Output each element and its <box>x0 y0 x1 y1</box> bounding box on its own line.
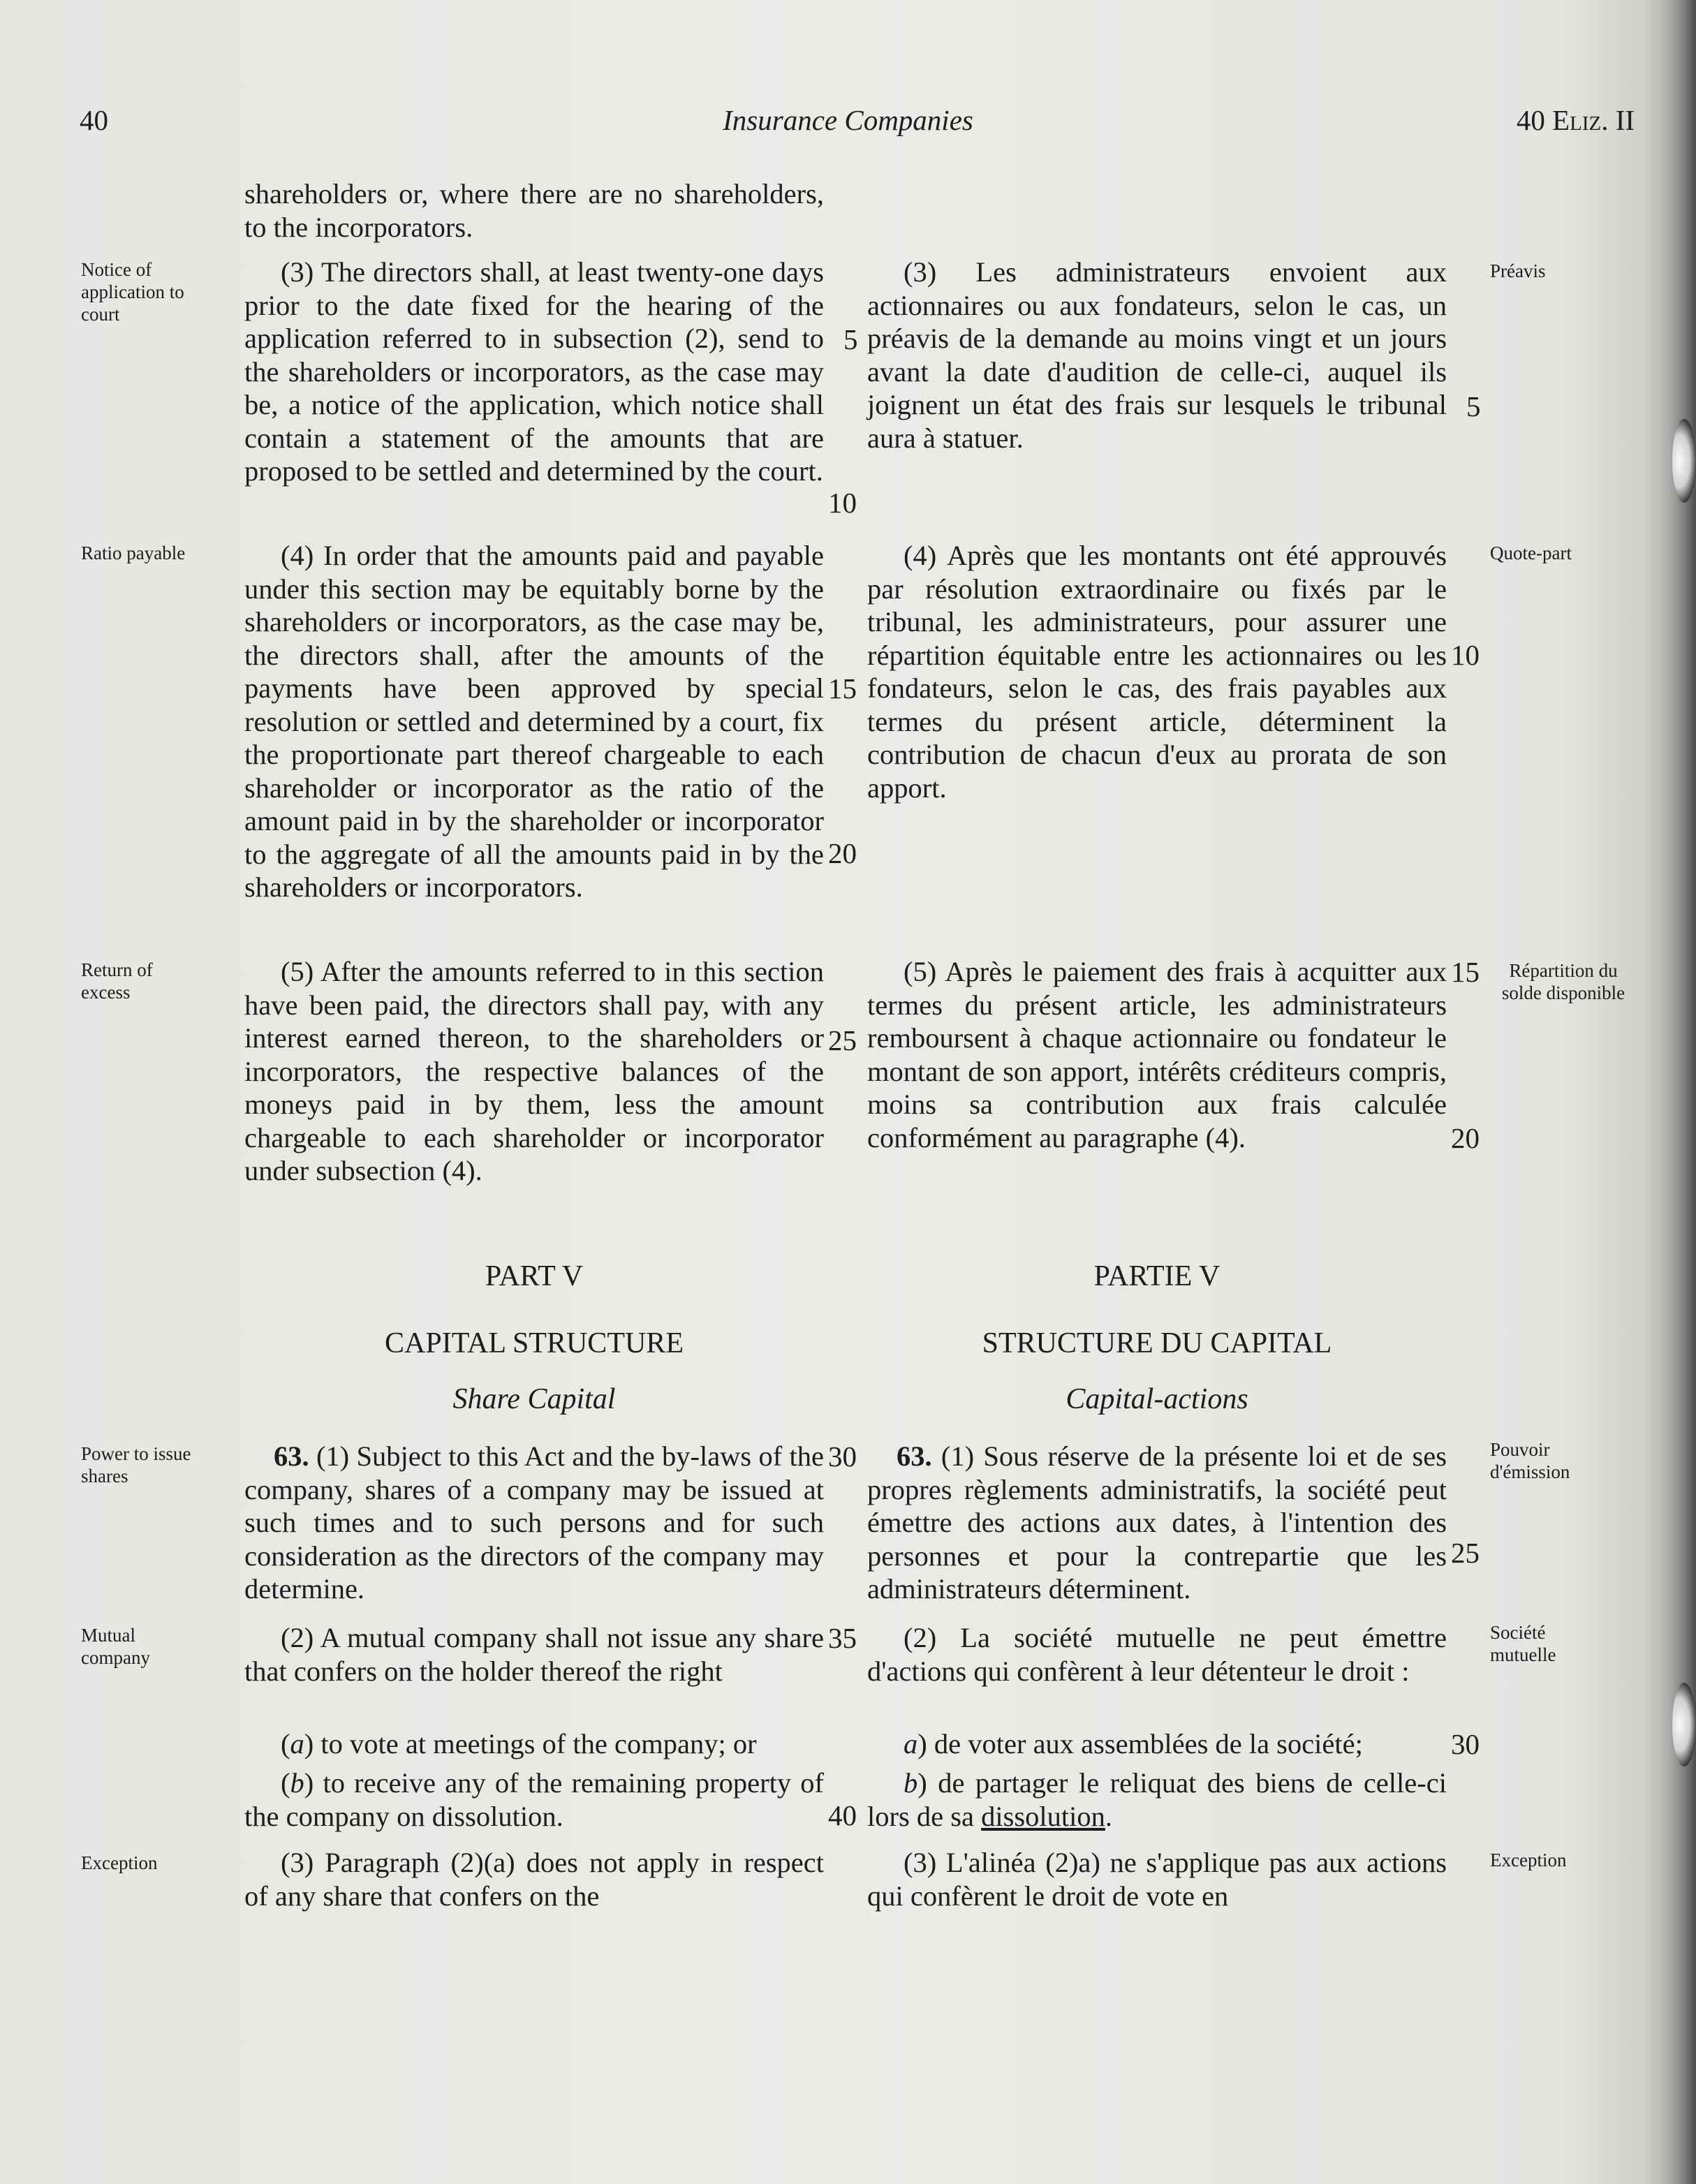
margin-note-quote-part: Quote-part <box>1490 543 1572 563</box>
section-text: (1) Sous réserve de la présente loi et de ses propres règlements administratifs, la société peut émettre des actions aux dates, à l'intention des personnes et pour la contrepartie que les administrateurs déterminent. <box>867 1440 1447 1604</box>
para-label: b <box>290 1767 304 1799</box>
para-text: de voter aux assemblées de la société; <box>934 1728 1363 1759</box>
binder-hole <box>1672 419 1696 503</box>
fr-part-title: STRUCTURE DU CAPITAL <box>982 1327 1332 1359</box>
fr-subsection-3: (3) Les administrateurs envoient aux actionnaires ou aux fondateurs, selon le cas, un préavis de la demande au moins vingt et un jours avant la date d'audition de celle-ci, auquel ils joignent un état des frais sur lesquels le tribunal aura à statuer. <box>867 256 1447 454</box>
margin-note-pouvoir: Pouvoir d'émission <box>1490 1439 1570 1482</box>
en-paragraph-a: (a) to vote at meetings of the company; or <box>281 1728 757 1759</box>
en-section-63-2: (2) A mutual company shall not issue any share that confers on the holder thereof the right <box>244 1622 824 1687</box>
en-section-63-1 <box>244 1440 824 1606</box>
line-number: 25 <box>1451 1537 1480 1569</box>
underlined-word: dissolution <box>981 1800 1105 1832</box>
line-number: 15 <box>1451 956 1480 988</box>
fr-subsection-4: (4) Après que les montants ont été approuvés par résolution extraordinaire ou fixés par le tribunal, les administrateurs, pour assurer une répartition équitable entre les actionnaires ou les fondateurs, selon le cas, des frais payables aux termes du présent article, déterminent la contribution de chacun d'eux au prorata de son apport. <box>867 540 1447 804</box>
line-number: 10 <box>1451 639 1480 671</box>
para-text: . <box>1105 1800 1112 1832</box>
margin-note-mutual: Mutual company <box>81 1625 150 1668</box>
en-subsection-4: (4) In order that the amounts paid and payable under this section may be equitably borne by the shareholders or incorporators, as the case may be, the directors shall, after the amounts of the payments have been approved by special resolution or settled and determined by a court, fix the proportionate part thereof chargeable to each shareholder or incorporator as the ratio of the amount paid in by the shareholder or incorporator to the aggregate of all the amounts paid in by the shareholders or incorporators. <box>244 540 824 903</box>
para-label: a <box>290 1728 304 1759</box>
en-paragraph-b: (b) to receive any of the remaining property of the company on dissolution. <box>244 1767 824 1832</box>
line-number: 10 <box>828 487 857 519</box>
line-number: 25 <box>828 1024 857 1056</box>
line-number: 5 <box>1466 390 1481 422</box>
margin-note-ratio: Ratio payable <box>81 543 186 563</box>
line-number: 35 <box>828 1622 857 1654</box>
en-subsection-5: (5) After the amounts referred to in this section have been paid, the directors shall pay, with any interest earned thereon, to the shareholders or incorporators, the respective balances of the moneys paid in by them, less the amount chargeable to each shareholder or incorporator under subsection (4). <box>244 956 824 1186</box>
margin-note-return: Return of excess <box>81 959 153 1003</box>
en-part-heading: PART V <box>485 1260 584 1292</box>
fr-subheading: Capital-actions <box>1065 1383 1248 1415</box>
margin-note-notice: Notice of application to court <box>81 259 184 325</box>
para-label: a <box>904 1728 918 1759</box>
para-text: to receive any of the remaining property of the company on dissolution. <box>244 1767 824 1832</box>
en-continuation: shareholders or, where there are no shareholders, to the incorporators. <box>244 178 824 243</box>
margin-note-exception-fr: Exception <box>1490 1850 1567 1871</box>
page-number: 40 <box>80 104 108 136</box>
en-subheading: Share Capital <box>452 1383 616 1415</box>
para-label: b <box>904 1767 918 1799</box>
page-edge-shadow <box>1668 0 1696 2184</box>
margin-note-power: Power to issue shares <box>81 1443 191 1486</box>
margin-note-repartition: Répartition du solde disponible <box>1501 960 1625 1003</box>
para-text: to vote at meetings of the company; or <box>320 1728 757 1759</box>
fr-paragraph-b: b) de partager le reliquat des biens de celle-ci lors de sa dissolution. <box>867 1767 1447 1832</box>
margin-note-exception: Exception <box>81 1852 158 1873</box>
regnal-year: 40 Eliz. II <box>1516 104 1635 136</box>
fr-paragraph-a: a) de voter aux assemblées de la société; <box>904 1728 1363 1759</box>
en-part-title: CAPITAL STRUCTURE <box>385 1327 684 1359</box>
line-number: 40 <box>828 1799 857 1831</box>
line-number: 20 <box>828 837 857 869</box>
fr-section-63-3: (3) L'alinéa (2)a) ne s'applique pas aux actions qui confèrent le droit de vote en <box>867 1847 1447 1912</box>
line-number: 5 <box>843 323 858 355</box>
fr-section-63-2: (2) La société mutuelle ne peut émettre d'actions qui confèrent à leur détenteur le droit : <box>867 1622 1447 1687</box>
line-number: 20 <box>1451 1122 1480 1154</box>
para-text: de partager le reliquat des biens de celle-ci lors de sa <box>867 1767 1447 1832</box>
binder-hole <box>1672 1683 1696 1766</box>
fr-part-heading: PARTIE V <box>1093 1260 1221 1292</box>
en-subsection-3: (3) The directors shall, at least twenty-one days prior to the date fixed for the hearing of the application referred to in subsection (2), send to the shareholders or incorporators, as the case may be, a notice of the application, which notice shall contain a statement of the amounts that are proposed to be settled and determined by the court. <box>244 256 824 487</box>
line-number: 30 <box>1451 1728 1480 1760</box>
margin-note-preavis: Préavis <box>1490 260 1546 281</box>
fr-section-63-1 <box>867 1440 1447 1606</box>
section-number: 63. <box>897 1440 932 1472</box>
section-text: (1) Subject to this Act and the by-laws of the company, shares of a company may be issued at such times and to such persons and for such consideration as the directors of the company may determine. <box>244 1440 825 1604</box>
section-number: 63. <box>274 1440 309 1472</box>
margin-note-societe: Société mutuelle <box>1490 1622 1556 1665</box>
fr-subsection-5: (5) Après le paiement des frais à acquitter aux termes du présent article, les administrateurs remboursent à chaque actionnaire ou fondateur le montant de son apport, intérêts créditeurs compris, moins sa contribution aux frais calculée conformément au paragraphe (4). <box>867 956 1447 1153</box>
line-number: 30 <box>828 1440 857 1473</box>
en-section-63-3: (3) Paragraph (2)(a) does not apply in respect of any share that confers on the <box>244 1847 824 1912</box>
line-number: 15 <box>828 672 857 704</box>
running-title: Insurance Companies <box>723 104 973 136</box>
